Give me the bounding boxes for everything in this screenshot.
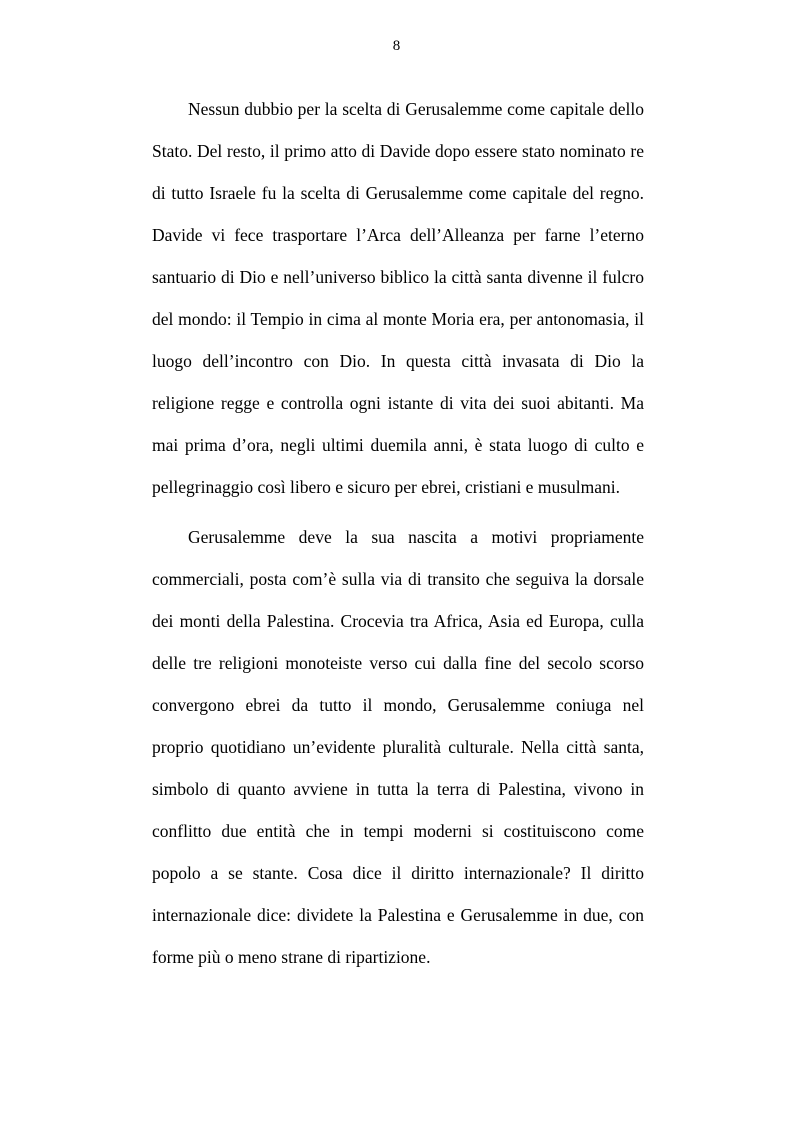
paragraph-1: Nessun dubbio per la scelta di Gerusalemme come capitale dello Stato. Del resto, il primo atto di Davide dopo essere stato nominato re di tutto Israele fu la scelta di Gerusalemme come capitale del regno. Davide vi fece trasportare l’Arca dell’Alleanza per farne l’eterno santuario di Dio e nell’universo biblico la città santa divenne il fulcro del mondo: il Tempio in cima al monte Moria era, per antonomasia, il luogo dell’incontro con Dio. In questa città invasata di Dio la religione regge e controlla ogni istante di vita dei suoi abitanti. Ma mai prima d’ora, negli ultimi duemila anni, è stata luogo di culto e pellegrinaggio così libero e sicuro per ebrei, cristiani e musulmani. xyxy=(152,99,644,497)
paragraph-2: Gerusalemme deve la sua nascita a motivi propriamente commerciali, posta com’è sulla via di transito che seguiva la dorsale dei monti della Palestina. Crocevia tra Africa, Asia ed Europa, culla delle tre religioni monoteiste verso cui dalla fine del secolo scorso convergono ebrei da tutto il mondo, Gerusalemme coniuga nel proprio quotidiano un’evidente pluralità culturale. Nella città santa, simbolo di quanto avviene in tutta la terra di Palestina, vivono in conflitto due entità che in tempi moderni si costituiscono come popolo a se stante. Cosa dice il diritto internazionale? Il diritto internazionale dice: dividete la Palestina e Gerusalemme in due, con forme più o meno strane di ripartizione. xyxy=(152,527,644,967)
page-number: 8 xyxy=(392,38,401,54)
document-body xyxy=(152,88,644,978)
